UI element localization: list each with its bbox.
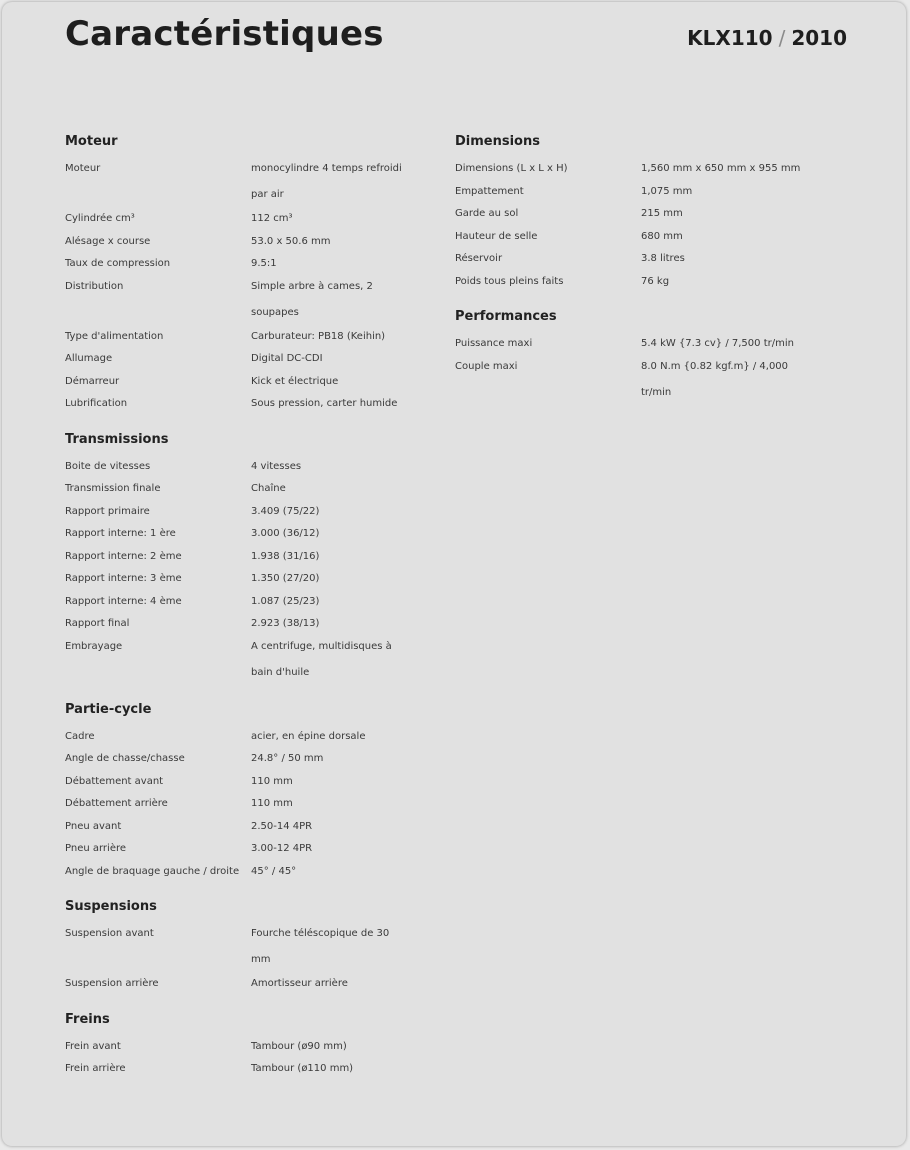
spec-row [65, 371, 445, 394]
model-header [687, 26, 847, 50]
spec-row [65, 208, 445, 231]
spec-label: Empattement [455, 185, 524, 197]
spec-value: 9.5:1 [251, 258, 277, 269]
spec-label: Rapport primaire [65, 505, 150, 517]
section-title: Suspensions [65, 899, 157, 914]
spec-value: 3.000 (36/12) [251, 528, 320, 539]
spec-row [65, 838, 445, 861]
model-separator: / [778, 26, 786, 50]
spec-value: A centrifuge, multidisques à bain d'huile [251, 640, 392, 678]
spec-label: Lubrification [65, 398, 128, 409]
spec-row [65, 546, 445, 569]
section-title: Transmissions [65, 431, 169, 447]
spec-row [65, 253, 445, 276]
section-moteur [65, 132, 445, 416]
spec-sheet [2, 2, 906, 1146]
spec-row [65, 274, 445, 326]
spec-label: Boite de vitesses [65, 460, 151, 472]
spec-label: Couple maxi [455, 360, 518, 372]
spec-row [65, 793, 445, 816]
spec-value: Simple arbre à cames, 2 soupapes [251, 280, 373, 318]
spec-row [65, 478, 445, 501]
spec-label: Alésage x course [65, 235, 151, 247]
spec-label: Pneu arrière [65, 843, 127, 854]
spec-label: Frein arrière [65, 1063, 126, 1074]
spec-label: Angle de braquage gauche / droite [65, 865, 240, 877]
section-performances [455, 307, 835, 406]
model-name: KLX110 [687, 26, 773, 50]
spec-row [65, 726, 445, 749]
spec-row [65, 973, 445, 996]
spec-label: Rapport final [65, 618, 130, 629]
spec-label: Puissance maxi [455, 338, 533, 349]
spec-row [455, 248, 835, 271]
spec-value: 215 mm [641, 208, 683, 219]
spec-value: 1.087 (25/23) [251, 595, 320, 607]
spec-value: 110 mm [251, 798, 293, 809]
spec-label: Suspension avant [65, 928, 154, 939]
spec-label: Rapport interne: 2 ème [65, 550, 182, 562]
spec-label: Démarreur [65, 375, 120, 387]
spec-label: Poids tous pleins faits [455, 275, 564, 287]
spec-row [65, 326, 445, 349]
spec-value: 76 kg [641, 275, 670, 287]
spec-label: Angle de chasse/chasse [65, 753, 185, 764]
spec-value: 53.0 x 50.6 mm [251, 235, 331, 247]
spec-label: Distribution [65, 280, 124, 292]
spec-value: 1.938 (31/16) [251, 550, 320, 562]
spec-label: Frein avant [65, 1040, 121, 1052]
section-title: Moteur [65, 134, 118, 149]
spec-value: 8.0 N.m {0.82 kgf.m} / 4,000 tr/min [641, 360, 789, 398]
spec-value: 45° / 45° [251, 865, 297, 877]
spec-value: Tambour (ø90 mm) [251, 1040, 347, 1052]
spec-value: 3.409 (75/22) [251, 505, 320, 517]
spec-value: 24.8° / 50 mm [251, 753, 324, 764]
spec-row [455, 181, 835, 204]
spec-value: 3.00-12 4PR [251, 843, 313, 854]
spec-value: 1.350 (27/20) [251, 573, 320, 584]
spec-value: Amortisseur arrière [251, 978, 348, 989]
spec-row [65, 816, 445, 839]
spec-value: Tambour (ø110 mm) [251, 1063, 354, 1074]
section-freins [65, 1010, 445, 1081]
spec-row [65, 348, 445, 371]
spec-label: Cylindrée cm³ [65, 213, 135, 224]
spec-value: 680 mm [641, 230, 683, 242]
spec-label: Suspension arrière [65, 978, 159, 989]
spec-label: Dimensions (L x L x H) [455, 163, 568, 174]
spec-value: 1,560 mm x 650 mm x 955 mm [641, 163, 801, 174]
spec-value: monocylindre 4 temps refroidi par air [251, 163, 402, 200]
spec-label: Garde au sol [455, 208, 519, 219]
spec-value: 112 cm³ [251, 213, 293, 224]
spec-label: Taux de compression [65, 258, 171, 269]
spec-label: Type d'alimentation [65, 330, 164, 342]
model-year: 2010 [791, 26, 847, 50]
section-title: Partie-cycle [65, 701, 152, 717]
section-title: Performances [455, 309, 557, 324]
spec-label: Rapport interne: 3 ème [65, 573, 182, 584]
spec-value: Fourche téléscopique de 30 mm [251, 928, 390, 965]
spec-row [65, 501, 445, 524]
spec-label: Hauteur de selle [455, 230, 538, 242]
section-suspensions [65, 897, 445, 996]
spec-row [65, 568, 445, 591]
spec-value: Digital DC-CDI [251, 353, 323, 364]
spec-row [455, 158, 835, 181]
spec-value: Sous pression, carter humide [251, 398, 398, 409]
spec-row [455, 203, 835, 226]
spec-value: Carburateur: PB18 (Keihin) [251, 330, 386, 342]
spec-value: 1,075 mm [641, 185, 693, 197]
spec-label: Embrayage [65, 640, 123, 652]
spec-row [65, 921, 445, 973]
spec-label: Réservoir [455, 253, 503, 264]
spec-row [65, 1058, 445, 1081]
spec-row [455, 333, 835, 356]
page-title: Caractéristiques [65, 14, 384, 54]
spec-label: Transmission finale [65, 483, 161, 494]
spec-row [455, 226, 835, 249]
section-title: Freins [65, 1011, 110, 1027]
spec-row [65, 1036, 445, 1059]
spec-row [65, 591, 445, 614]
spec-value: 2.923 (38/13) [251, 618, 320, 629]
spec-label: Rapport interne: 4 ème [65, 595, 182, 607]
spec-value: 3.8 litres [641, 253, 685, 264]
spec-row [65, 634, 445, 686]
section-transmissions [65, 430, 445, 686]
spec-row [65, 771, 445, 794]
spec-value: Kick et électrique [251, 375, 339, 387]
spec-label: Débattement arrière [65, 798, 168, 809]
spec-value: acier, en épine dorsale [251, 730, 366, 742]
spec-row [65, 613, 445, 636]
spec-row [455, 354, 835, 406]
spec-label: Rapport interne: 1 ère [65, 528, 176, 539]
spec-value: 5.4 kW {7.3 cv} / 7,500 tr/min [641, 338, 794, 349]
spec-value: 2.50-14 4PR [251, 820, 313, 832]
spec-value: Chaîne [251, 483, 286, 494]
spec-row [65, 231, 445, 254]
spec-row [65, 861, 445, 884]
spec-label: Pneu avant [65, 820, 122, 832]
left-column [65, 132, 445, 1095]
spec-label: Moteur [65, 163, 101, 174]
right-column [455, 132, 835, 420]
spec-label: Cadre [65, 730, 95, 742]
spec-label: Allumage [65, 353, 113, 364]
spec-row [65, 456, 445, 479]
section-dimensions [455, 132, 835, 293]
spec-row [65, 523, 445, 546]
spec-row [65, 748, 445, 771]
spec-value: 4 vitesses [251, 460, 302, 472]
spec-row [65, 156, 445, 208]
spec-row [65, 393, 445, 416]
section-title: Dimensions [455, 134, 540, 149]
section-partie-cycle [65, 700, 445, 884]
spec-label: Débattement avant [65, 775, 164, 787]
spec-value: 110 mm [251, 775, 293, 787]
spec-row [455, 271, 835, 294]
